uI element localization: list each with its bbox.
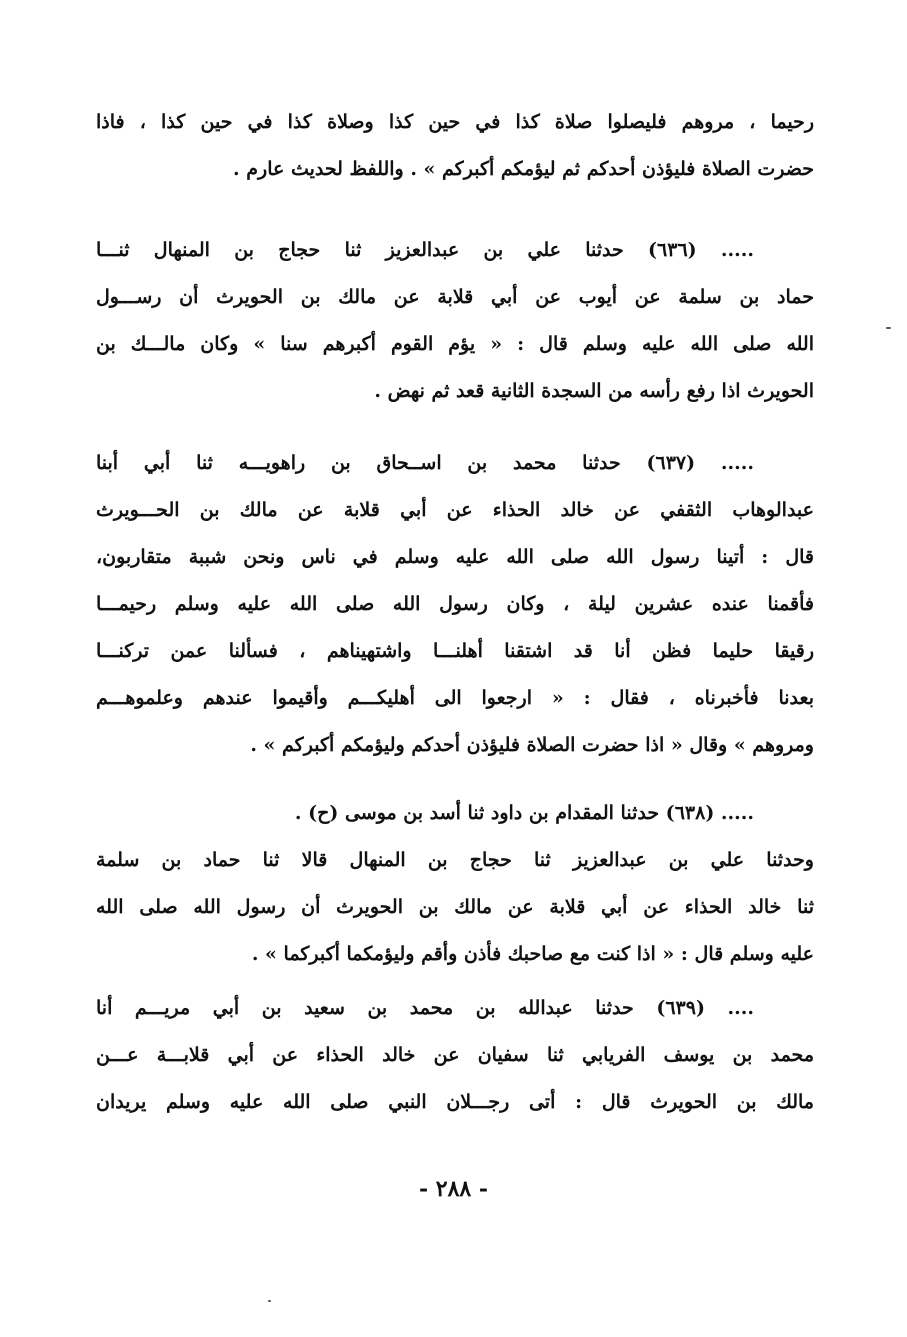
text-line: مالك بن الحويرث قال : أتى رجـــلان النبي صلى الله عليه وسلم يريدان [96, 1091, 814, 1113]
text-line: وحدثنا علي بن عبدالعزيز ثنا حجاج بن المنهال قالا ثنا حماد بن سلمة [96, 849, 814, 871]
text-line: عبدالوهاب الثقفي عن خالد الحذاء عن أبي قلابة عن مالك بن الحـــويرث [96, 499, 814, 521]
text-line: الله صلى الله عليه وسلم قال : « يؤم القوم أكبرهم سنا » وكان مالـــك بن [96, 333, 814, 355]
hadith-opening-line: ..... (٦٣٨) حدثنا المقدام بن داود ثنا أسد بن موسى (ح) . [294, 802, 754, 824]
paragraph-continuation [96, 99, 814, 193]
hadith-opening-line: ..... (٦٣٦) حدثنا علي بن عبدالعزيز ثنا حجاج بن المنهال ثنـــا [96, 239, 754, 261]
text-line: محمد بن يوسف الفريابي ثنا سفيان عن خالد الحذاء عن أبي قلابـــة عـــن [96, 1044, 814, 1066]
text-line: حضرت الصلاة فليؤذن أحدكم ثم ليؤمكم أكبركم » . واللفظ لحديث عارم . [233, 158, 814, 180]
hadith-opening-line: .... (٦٣٩) حدثنا عبدالله بن محمد بن سعيد بن أبي مريـــم أنا [96, 997, 754, 1019]
hadith-636 [96, 227, 814, 415]
hadith-opening-line: ..... (٦٣٧) حدثنا محمد بن اســحاق بن راهويـــه ثنا أبي أبنا [96, 452, 754, 474]
hadith-639 [96, 985, 814, 1126]
hadith-637 [96, 440, 814, 769]
text-line: عليه وسلم قال : « اذا كنت مع صاحبك فأذن وأقم وليؤمكما أكبركما » . [251, 943, 814, 965]
text-line: حماد بن سلمة عن أيوب عن أبي قلابة عن مالك بن الحويرث أن رســـول [96, 286, 814, 308]
scan-speck [886, 327, 891, 329]
scan-speck [268, 1300, 271, 1302]
text-line: رحيما ، مروهم فليصلوا صلاة كذا في حين كذا وصلاة كذا في حين كذا ، فاذا [96, 111, 814, 133]
text-line: ومروهم » وقال « اذا حضرت الصلاة فليؤذن أحدكم وليؤمكم أكبركم » . [250, 734, 814, 756]
text-line: قال : أتينا رسول الله صلى الله عليه وسلم في ناس ونحن شببة متقاربون، [96, 546, 814, 568]
text-line: رقيقا حليما فظن أنا قد اشتقنا أهلنـــا واشتهيناهم ، فسألنا عمن تركنـــا [96, 640, 814, 662]
page-number: - ٢٨٨ - [418, 1176, 489, 1202]
text-line: بعدنا فأخبرناه ، فقال : « ارجعوا الى أهليكـــم وأقيموا عندهم وعلموهـــم [96, 687, 814, 709]
hadith-638 [96, 790, 814, 978]
text-line: الحويرث اذا رفع رأسه من السجدة الثانية قعد ثم نهض . [374, 380, 814, 402]
text-line: ثنا خالد الحذاء عن أبي قلابة عن مالك بن الحويرث أن رسول الله صلى الله [96, 896, 814, 918]
text-line: فأقمنا عنده عشرين ليلة ، وكان رسول الله صلى الله عليه وسلم رحيمـــا [96, 593, 814, 615]
